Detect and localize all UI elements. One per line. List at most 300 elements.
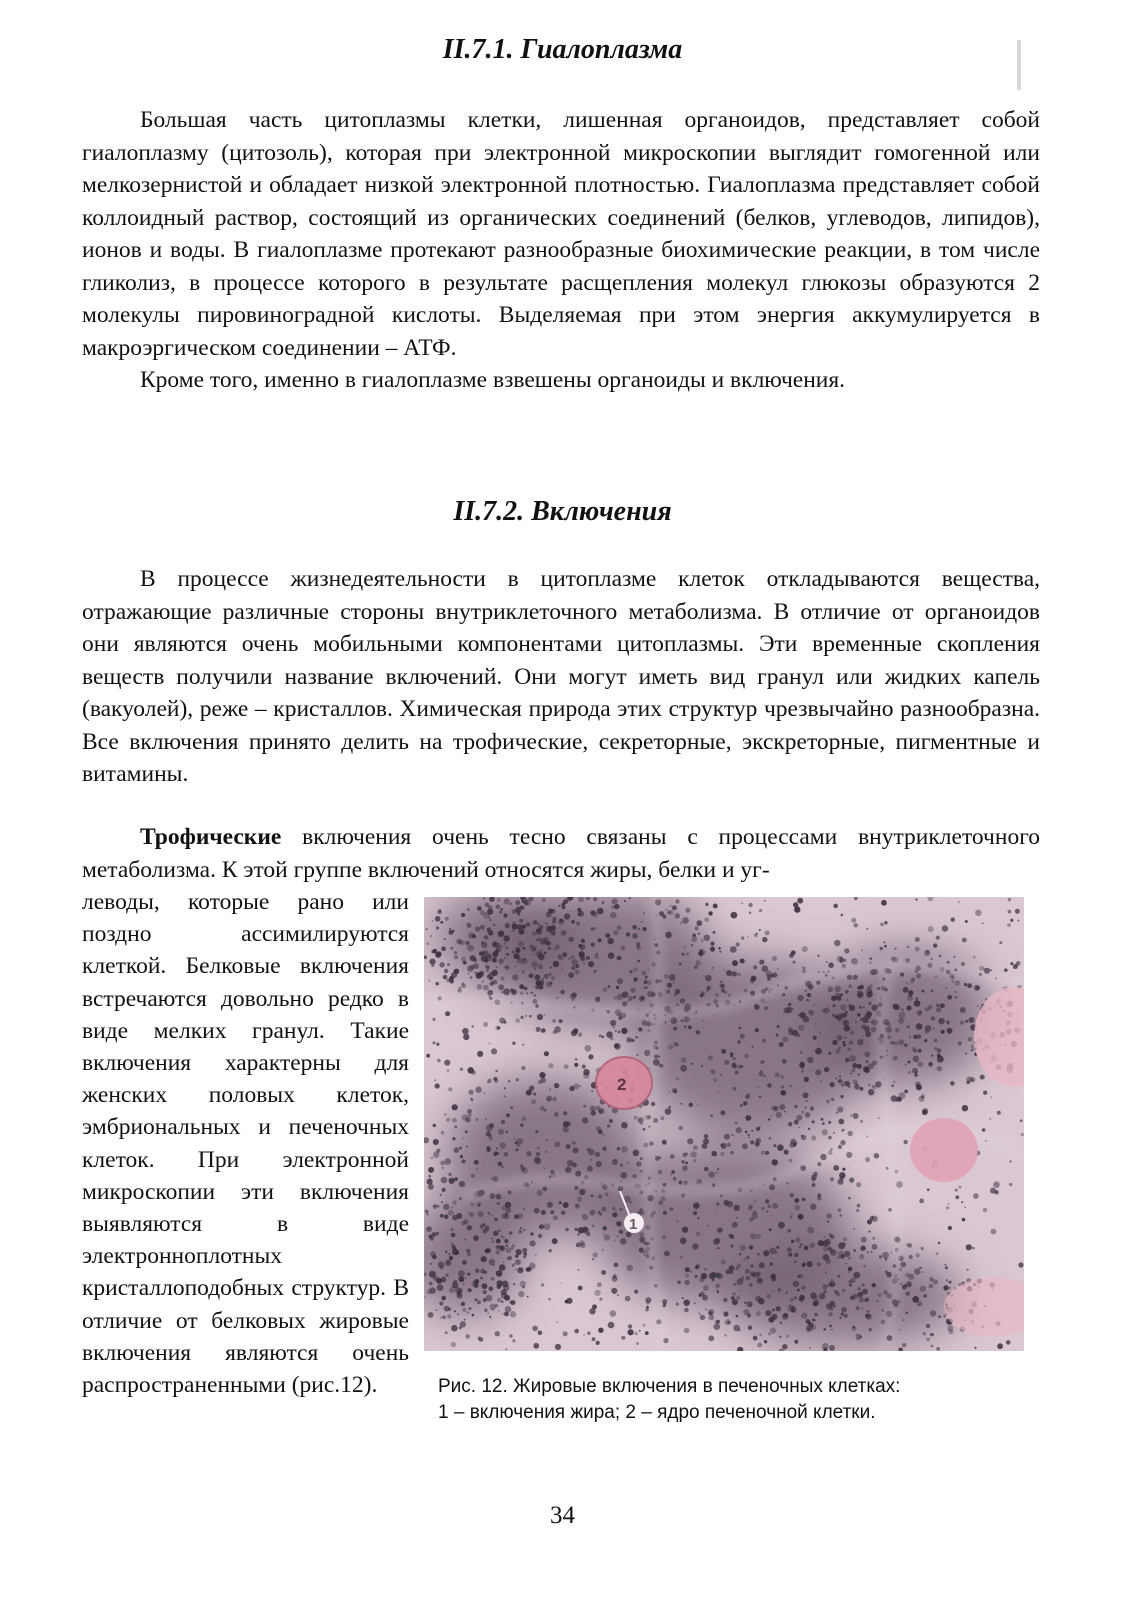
fat-granule bbox=[510, 1106, 513, 1109]
fat-granule bbox=[772, 956, 777, 961]
fat-granule bbox=[553, 1030, 557, 1034]
fat-granule bbox=[513, 922, 515, 924]
fat-granule bbox=[591, 1195, 594, 1198]
fat-granule bbox=[498, 958, 503, 963]
fat-granule bbox=[869, 957, 872, 960]
fat-granule bbox=[908, 1243, 913, 1248]
fat-granule bbox=[621, 1336, 625, 1340]
fat-granule bbox=[517, 1267, 523, 1273]
fat-granule bbox=[794, 1205, 800, 1211]
fat-granule bbox=[679, 963, 682, 966]
fat-granule bbox=[533, 1343, 539, 1349]
fat-granule bbox=[958, 901, 960, 903]
fat-granule bbox=[888, 1208, 892, 1212]
fat-granule bbox=[529, 1015, 531, 1017]
fat-granule bbox=[492, 958, 497, 963]
fat-granule bbox=[486, 1131, 491, 1136]
fat-granule bbox=[769, 1248, 776, 1255]
fat-granule bbox=[731, 1296, 735, 1300]
fat-granule bbox=[748, 1137, 750, 1139]
fat-granule bbox=[950, 1081, 955, 1086]
fat-granule bbox=[518, 1291, 524, 1297]
fat-granule bbox=[550, 1170, 554, 1174]
fat-granule bbox=[543, 1167, 545, 1169]
fat-granule bbox=[784, 1150, 789, 1155]
fat-granule bbox=[903, 987, 909, 993]
fat-granule bbox=[517, 1213, 523, 1219]
fat-granule bbox=[732, 1222, 738, 1228]
fat-granule bbox=[848, 1048, 851, 1051]
fat-granule bbox=[946, 1279, 948, 1281]
fat-granule bbox=[440, 921, 443, 924]
fat-granule bbox=[745, 1269, 750, 1274]
fat-granule bbox=[893, 1081, 896, 1084]
fat-granule bbox=[626, 1037, 631, 1042]
fat-granule bbox=[900, 972, 904, 976]
fat-granule bbox=[504, 957, 506, 959]
fat-granule bbox=[504, 1312, 509, 1317]
fat-granule bbox=[469, 1090, 474, 1095]
fat-granule bbox=[495, 1070, 497, 1072]
fat-granule bbox=[462, 1308, 466, 1312]
fat-granule bbox=[681, 1103, 683, 1105]
fat-granule bbox=[603, 1226, 607, 1230]
fat-granule bbox=[983, 1208, 988, 1213]
fat-granule bbox=[868, 1002, 871, 1005]
fat-granule bbox=[972, 1247, 975, 1250]
fat-granule bbox=[720, 1110, 725, 1115]
fat-granule bbox=[575, 1058, 578, 1061]
fat-granule bbox=[505, 1244, 508, 1247]
fat-granule bbox=[768, 1333, 771, 1336]
fat-granule bbox=[947, 1028, 953, 1034]
fat-granule bbox=[693, 934, 696, 937]
fat-granule bbox=[845, 1263, 847, 1265]
fat-granule bbox=[505, 965, 510, 970]
fat-granule bbox=[917, 1034, 922, 1039]
fat-granule bbox=[983, 1091, 987, 1095]
fat-granule bbox=[476, 1118, 479, 1121]
fat-granule bbox=[899, 1012, 906, 1019]
fat-granule bbox=[809, 1347, 811, 1349]
fat-granule bbox=[859, 1297, 865, 1303]
fat-granule bbox=[612, 898, 618, 904]
fat-granule bbox=[811, 1135, 816, 1140]
fat-granule bbox=[750, 1140, 754, 1144]
fat-granule bbox=[498, 1162, 502, 1166]
fat-granule bbox=[760, 998, 765, 1003]
fat-granule bbox=[602, 1134, 604, 1136]
fat-granule bbox=[717, 1273, 723, 1279]
fat-granule bbox=[428, 1184, 434, 1190]
fat-granule bbox=[779, 1336, 782, 1339]
fat-granule bbox=[885, 1026, 892, 1033]
fat-granule bbox=[480, 925, 485, 930]
fat-granule bbox=[947, 1022, 950, 1025]
fat-granule bbox=[817, 1262, 821, 1266]
fat-granule bbox=[717, 1168, 719, 1170]
fat-granule bbox=[745, 1095, 749, 1099]
fat-granule bbox=[524, 987, 528, 991]
fat-granule bbox=[621, 1028, 627, 1034]
fat-granule bbox=[754, 1200, 756, 1202]
fat-granule bbox=[667, 983, 672, 988]
fat-granule bbox=[587, 1148, 591, 1152]
fat-granule bbox=[801, 1110, 804, 1113]
fat-granule bbox=[558, 905, 560, 907]
fat-granule bbox=[459, 987, 461, 989]
fat-granule bbox=[839, 1047, 842, 1050]
fat-granule bbox=[969, 1017, 975, 1023]
fat-granule bbox=[684, 1016, 690, 1022]
fat-granule bbox=[840, 1095, 843, 1098]
fat-granule bbox=[435, 916, 441, 922]
fat-granule bbox=[498, 1310, 500, 1312]
fat-granule bbox=[588, 1054, 593, 1059]
fat-granule bbox=[628, 996, 633, 1001]
fat-granule bbox=[706, 1004, 708, 1006]
fat-granule bbox=[578, 1032, 582, 1036]
fat-granule bbox=[894, 1041, 898, 1045]
fat-granule bbox=[701, 939, 704, 942]
fat-granule bbox=[796, 1115, 802, 1121]
fat-granule bbox=[512, 974, 518, 980]
fat-granule bbox=[799, 1295, 805, 1301]
fat-granule bbox=[699, 1180, 702, 1183]
fat-granule bbox=[512, 951, 515, 954]
fat-granule bbox=[713, 1015, 715, 1017]
fat-granule bbox=[670, 1154, 675, 1159]
fat-granule bbox=[772, 1309, 775, 1312]
fat-granule bbox=[551, 976, 555, 980]
fat-granule bbox=[655, 1156, 660, 1161]
fat-granule bbox=[822, 1129, 828, 1135]
fat-granule bbox=[462, 1260, 467, 1265]
fat-granule bbox=[732, 1134, 734, 1136]
fat-granule bbox=[731, 912, 738, 919]
fat-granule bbox=[454, 1125, 457, 1128]
fat-granule bbox=[791, 950, 796, 955]
fat-granule bbox=[770, 1327, 776, 1333]
fat-granule bbox=[804, 1107, 806, 1109]
fat-granule bbox=[912, 1296, 919, 1303]
fat-granule bbox=[781, 1075, 784, 1078]
paragraph: В процессе жизнедеятельности в цитоплазме клеток откладываются вещества, отражающие различные стороны внутриклеточного метаболизма. В отличие от органоидов они являются очень мобильными компонентами цитоплазмы. Эти временные скопления веществ получили название включений. Они могут иметь вид гранул или жидких капель (вакуолей), реже – кристаллов. Химическая природа этих структур чрезвычайно разнообразна. Все включения принято делить на трофические, секреторные, экскреторные, пигментные и витамины. bbox=[82, 566, 1040, 787]
fat-granule bbox=[735, 1071, 739, 1075]
fat-granule bbox=[565, 1300, 569, 1304]
fat-granule bbox=[560, 919, 563, 922]
fat-granule bbox=[814, 1004, 816, 1006]
fat-granule bbox=[563, 899, 568, 904]
fat-granule bbox=[515, 900, 520, 905]
fat-granule bbox=[853, 1249, 856, 1252]
fat-granule bbox=[827, 987, 833, 993]
fat-granule bbox=[639, 1330, 641, 1332]
fat-granule bbox=[564, 1064, 569, 1069]
fat-granule bbox=[828, 963, 834, 969]
fat-granule bbox=[516, 1148, 519, 1151]
fat-granule bbox=[481, 955, 488, 962]
fat-granule bbox=[750, 1271, 755, 1276]
fat-granule bbox=[782, 1344, 788, 1350]
fat-granule bbox=[575, 1171, 581, 1177]
fat-granule bbox=[798, 1214, 804, 1220]
fat-granule bbox=[620, 957, 622, 959]
fat-granule bbox=[472, 934, 476, 938]
fat-granule bbox=[858, 1013, 861, 1016]
fat-granule bbox=[841, 1307, 847, 1313]
fat-granule bbox=[545, 922, 548, 925]
fat-granule bbox=[773, 1144, 776, 1147]
fat-granule bbox=[602, 1036, 605, 1039]
fat-granule bbox=[819, 1293, 825, 1299]
fat-granule bbox=[435, 982, 439, 986]
fat-granule bbox=[548, 1063, 553, 1068]
fat-granule bbox=[921, 1096, 924, 1099]
fat-granule bbox=[838, 1119, 844, 1125]
fat-granule bbox=[961, 962, 965, 966]
fat-granule bbox=[692, 1243, 698, 1249]
fat-granule bbox=[444, 1215, 449, 1220]
fat-granule bbox=[685, 1267, 690, 1272]
fat-granule bbox=[520, 931, 522, 933]
fat-granule bbox=[748, 1325, 753, 1330]
fat-granule bbox=[583, 1334, 585, 1336]
fat-granule bbox=[494, 1079, 499, 1084]
fat-granule bbox=[580, 944, 586, 950]
fat-granule bbox=[612, 1207, 615, 1210]
fat-granule bbox=[842, 1289, 845, 1292]
fat-granule bbox=[523, 1256, 526, 1259]
fat-granule bbox=[627, 1265, 634, 1272]
fat-granule bbox=[843, 1237, 847, 1241]
fat-granule bbox=[1010, 962, 1013, 965]
fat-granule bbox=[490, 1193, 496, 1199]
fat-granule bbox=[467, 908, 470, 911]
fat-granule bbox=[712, 967, 714, 969]
fat-granule bbox=[902, 1285, 907, 1290]
fat-granule bbox=[758, 1086, 760, 1088]
fat-granule bbox=[795, 1237, 800, 1242]
fat-granule bbox=[428, 980, 430, 982]
fat-granule bbox=[440, 1215, 442, 1217]
fat-granule bbox=[806, 1327, 811, 1332]
fat-granule bbox=[848, 1086, 850, 1088]
fat-granule bbox=[945, 987, 947, 989]
fat-granule bbox=[427, 942, 430, 945]
fat-granule bbox=[682, 1297, 684, 1299]
fat-granule bbox=[727, 1321, 730, 1324]
fat-granule bbox=[449, 1178, 455, 1184]
fat-granule bbox=[606, 1031, 613, 1038]
fat-granule bbox=[757, 1278, 763, 1284]
fat-granule bbox=[583, 1228, 590, 1235]
fat-granule bbox=[617, 1236, 619, 1238]
fat-granule bbox=[449, 1256, 453, 1260]
fat-granule bbox=[861, 1026, 864, 1029]
fat-granule bbox=[633, 968, 637, 972]
fat-granule bbox=[571, 966, 575, 970]
fat-granule bbox=[797, 898, 803, 904]
fat-granule bbox=[534, 1157, 540, 1163]
fat-granule bbox=[756, 933, 758, 935]
fat-granule bbox=[433, 1204, 438, 1209]
fat-granule bbox=[871, 1216, 877, 1222]
fat-granule bbox=[491, 981, 494, 984]
fat-granule bbox=[997, 1111, 1001, 1115]
fat-granule bbox=[474, 1160, 479, 1165]
fat-granule bbox=[640, 1170, 643, 1173]
fat-granule bbox=[431, 1232, 436, 1237]
fat-granule bbox=[842, 1168, 845, 1171]
fat-granule bbox=[520, 992, 524, 996]
fat-granule bbox=[870, 1251, 872, 1253]
fat-granule bbox=[476, 1168, 478, 1170]
fat-granule bbox=[647, 968, 649, 970]
fat-granule bbox=[716, 1202, 719, 1205]
fat-granule bbox=[853, 1272, 860, 1279]
fat-granule bbox=[779, 1042, 784, 1047]
fat-granule bbox=[947, 995, 952, 1000]
fat-granule bbox=[797, 1289, 800, 1292]
fat-granule bbox=[759, 1334, 761, 1336]
fat-granule bbox=[767, 975, 772, 980]
fat-granule bbox=[859, 1006, 862, 1009]
fat-granule bbox=[564, 913, 570, 919]
fat-granule bbox=[681, 1057, 687, 1063]
fat-granule bbox=[853, 1113, 859, 1119]
fat-granule bbox=[765, 1001, 767, 1003]
fat-granule bbox=[794, 1120, 799, 1125]
fat-granule bbox=[740, 1278, 744, 1282]
fat-granule bbox=[877, 987, 880, 990]
fat-granule bbox=[720, 1152, 724, 1156]
fat-granule bbox=[833, 904, 838, 909]
fat-granule bbox=[863, 1007, 865, 1009]
fat-granule bbox=[447, 1261, 451, 1265]
fat-granule bbox=[834, 940, 840, 946]
fat-granule bbox=[726, 970, 732, 976]
fat-granule bbox=[922, 990, 925, 993]
fat-granule bbox=[493, 941, 496, 944]
fat-granule bbox=[632, 933, 638, 939]
fat-granule bbox=[702, 1143, 708, 1149]
fat-granule bbox=[942, 925, 948, 931]
fat-granule bbox=[952, 918, 955, 921]
fat-granule bbox=[504, 942, 507, 945]
fat-granule bbox=[701, 1065, 703, 1067]
fat-granule bbox=[815, 1048, 822, 1055]
fat-granule bbox=[862, 1289, 868, 1295]
fat-granule bbox=[453, 1280, 457, 1284]
fat-granule bbox=[936, 1004, 939, 1007]
fat-granule bbox=[776, 1306, 781, 1311]
fat-granule bbox=[604, 1234, 610, 1240]
fat-granule bbox=[744, 989, 748, 993]
fat-granule bbox=[723, 969, 725, 971]
fat-granule bbox=[577, 1233, 579, 1235]
fat-granule bbox=[483, 950, 488, 955]
fat-granule bbox=[918, 1049, 922, 1053]
fat-granule bbox=[500, 976, 504, 980]
fat-granule bbox=[637, 960, 640, 963]
fat-granule bbox=[703, 1285, 709, 1291]
bold-term: Трофические bbox=[140, 824, 282, 850]
fat-granule bbox=[884, 945, 887, 948]
fat-granule bbox=[530, 1240, 536, 1246]
fat-granule bbox=[917, 1010, 922, 1015]
fat-granule bbox=[977, 1005, 979, 1007]
fat-granule bbox=[935, 976, 938, 979]
fat-granule bbox=[467, 1067, 473, 1073]
fat-granule bbox=[602, 1146, 607, 1151]
fat-granule bbox=[645, 1308, 648, 1311]
fat-granule bbox=[829, 1345, 835, 1351]
fat-granule bbox=[826, 1008, 828, 1010]
fat-granule bbox=[605, 1192, 609, 1196]
fat-granule bbox=[829, 1325, 832, 1328]
fat-granule bbox=[999, 941, 1002, 944]
fat-granule bbox=[732, 971, 737, 976]
fat-granule bbox=[602, 901, 605, 904]
fat-granule bbox=[509, 902, 512, 905]
fat-granule bbox=[869, 961, 872, 964]
fat-granule bbox=[671, 1017, 678, 1024]
fat-granule bbox=[578, 1286, 583, 1291]
fat-granule bbox=[708, 911, 712, 915]
fat-granule bbox=[506, 953, 509, 956]
fat-granule bbox=[432, 1018, 435, 1021]
fat-granule bbox=[705, 975, 712, 982]
fat-granule bbox=[510, 1311, 516, 1317]
fat-granule bbox=[868, 1084, 871, 1087]
fat-granule bbox=[558, 955, 563, 960]
fat-granule bbox=[747, 936, 749, 938]
fat-granule bbox=[1020, 1119, 1023, 1122]
fat-granule bbox=[696, 920, 702, 926]
fat-granule bbox=[844, 1081, 850, 1087]
fat-granule bbox=[429, 1282, 433, 1286]
fat-granule bbox=[694, 1275, 697, 1278]
fat-granule bbox=[572, 1141, 576, 1145]
fat-granule bbox=[794, 1296, 797, 1299]
fat-granule bbox=[893, 1056, 898, 1061]
fat-granule bbox=[435, 1309, 437, 1311]
fat-granule bbox=[666, 909, 668, 911]
fat-granule bbox=[705, 903, 708, 906]
fat-granule bbox=[491, 1238, 493, 1240]
fat-granule bbox=[810, 1204, 816, 1210]
fat-granule bbox=[620, 1172, 627, 1179]
fat-granule bbox=[634, 1290, 638, 1294]
fat-granule bbox=[504, 1087, 506, 1089]
fat-granule bbox=[561, 1283, 563, 1285]
fat-granule bbox=[872, 1060, 877, 1065]
fat-granule bbox=[484, 1092, 486, 1094]
fat-granule bbox=[505, 923, 510, 928]
fat-granule bbox=[614, 1043, 619, 1048]
fat-granule bbox=[715, 1283, 720, 1288]
fat-granule bbox=[881, 900, 887, 906]
fat-granule bbox=[724, 1060, 729, 1065]
fat-granule bbox=[771, 1115, 773, 1117]
fat-granule bbox=[906, 1281, 912, 1287]
fat-granule bbox=[931, 1017, 935, 1021]
fat-granule bbox=[643, 912, 645, 914]
fat-granule bbox=[909, 1036, 911, 1038]
fat-granule bbox=[750, 1264, 753, 1267]
fat-granule bbox=[835, 986, 841, 992]
